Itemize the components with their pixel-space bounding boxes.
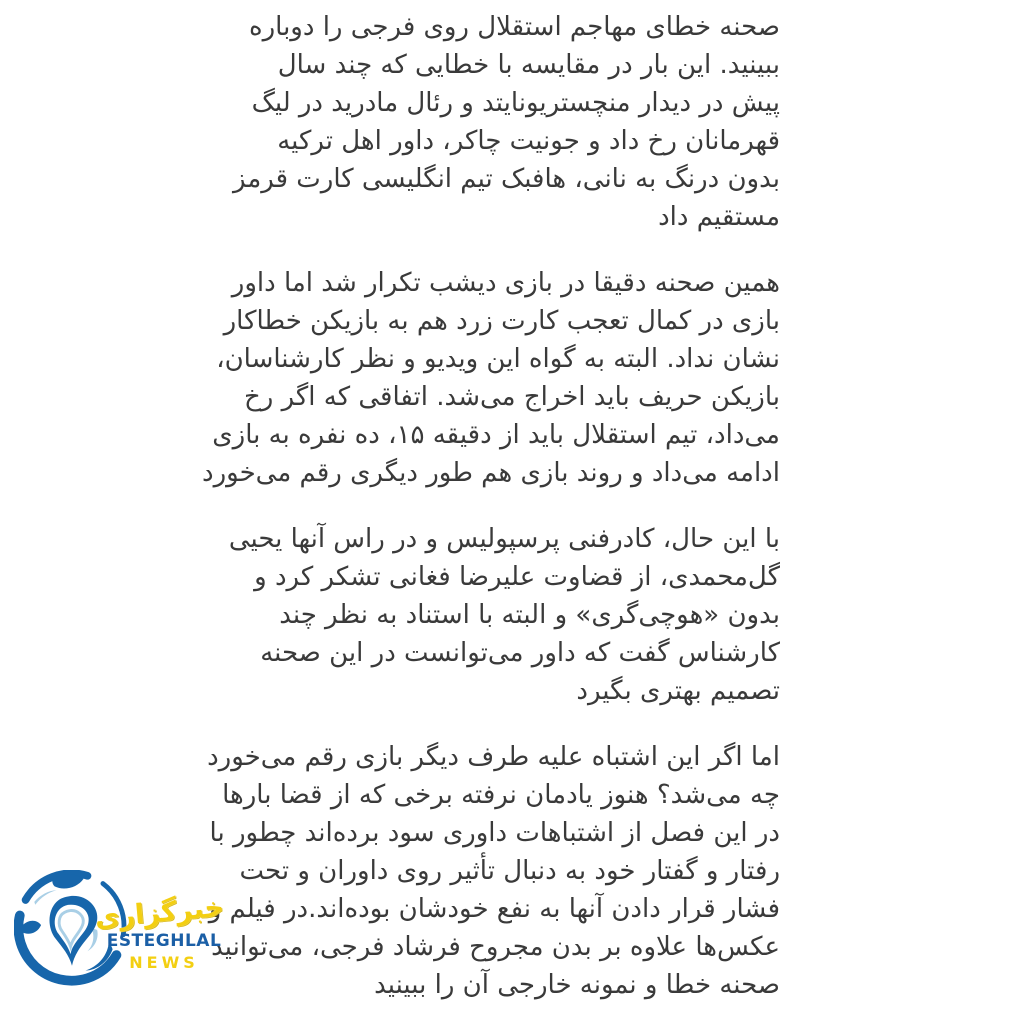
article-paragraph-3 bbox=[218, 520, 780, 710]
article-line: فشار قرار دادن آنها به نفع خودشان بوده‌اند.در فیلم و bbox=[208, 894, 780, 924]
article-text bbox=[202, 8, 780, 1004]
article-line: پیش در دیدار منچستریونایتد و رئال مادرید در لیگ bbox=[251, 88, 780, 118]
article-line: نشان نداد. البته به گواه این ویدیو و نظر کارشناسان، bbox=[216, 344, 780, 374]
article-line: عکس‌ها علاوه بر بدن مجروح فرشاد فرجی، می‌توانید bbox=[211, 932, 780, 962]
article-line: ببینید. این بار در مقایسه با خطایی که چند سال bbox=[277, 50, 780, 80]
article-line: مستقیم داد bbox=[658, 202, 780, 232]
article-line: بدون درنگ به نانی، هافبک تیم انگلیسی کارت قرمز bbox=[232, 164, 780, 194]
article-paragraph-1 bbox=[218, 8, 780, 236]
article-line: می‌داد، تیم استقلال باید از دقیقه ۱۵، ده نفره به بازی bbox=[212, 420, 780, 450]
esteghlal-news-logo bbox=[12, 858, 232, 1018]
article-line: رفتار و گفتار خود به دنبال تأثیر روی داوران و تحت bbox=[239, 856, 780, 886]
article-line: چه می‌شد؟ هنوز یادمان نرفته برخی که از قضا بارها bbox=[222, 780, 780, 810]
article-line: تصمیم بهتری بگیرد bbox=[576, 676, 780, 706]
article-line: قهرمانان رخ داد و جونیت چاکر، داور اهل ترکیه bbox=[277, 126, 780, 156]
article-line: بازیکن حریف باید اخراج می‌شد. اتفاقی که اگر رخ bbox=[243, 382, 780, 412]
article-line: در این فصل از اشتباهات داوری سود برده‌اند چطور با bbox=[209, 818, 780, 848]
logo-brand-name: ESTEGHLAL bbox=[106, 931, 222, 951]
logo-wordmark bbox=[93, 891, 226, 974]
logo-agency-label: خبرگزاری bbox=[93, 891, 226, 934]
article-line: بدون «هوچی‌گری» و البته با استناد به نظر چند bbox=[279, 600, 780, 630]
article-line: صحنه خطای مهاجم استقلال روی فرجی را دوباره bbox=[248, 12, 780, 42]
article-line: با این حال، کادرفنی پرسپولیس و در راس آنها یحیی bbox=[228, 524, 780, 554]
article-line: اما اگر این اشتباه علیه طرف دیگر بازی رقم می‌خورد bbox=[207, 742, 780, 772]
article-line: ادامه می‌داد و روند بازی هم طور دیگری رقم می‌خورد bbox=[202, 458, 780, 488]
article-line: صحنه خطا و نمونه خارجی آن را ببینید bbox=[374, 970, 780, 1000]
article-line: بازی در کمال تعجب کارت زرد هم به بازیکن خطاکار bbox=[223, 306, 780, 336]
article-line: گل‌محمدی، از قضاوت علیرضا فغانی تشکر کرد و bbox=[254, 562, 780, 592]
article-line: کارشناس گفت که داور می‌توانست در این صحنه bbox=[260, 638, 780, 668]
article-line: همین صحنه دقیقا در بازی دیشب تکرار شد اما داور bbox=[231, 268, 780, 298]
logo-brand-suffix: NEWS bbox=[129, 953, 199, 972]
article-paragraph-2 bbox=[202, 264, 780, 492]
article-paragraph-4 bbox=[207, 738, 780, 1004]
